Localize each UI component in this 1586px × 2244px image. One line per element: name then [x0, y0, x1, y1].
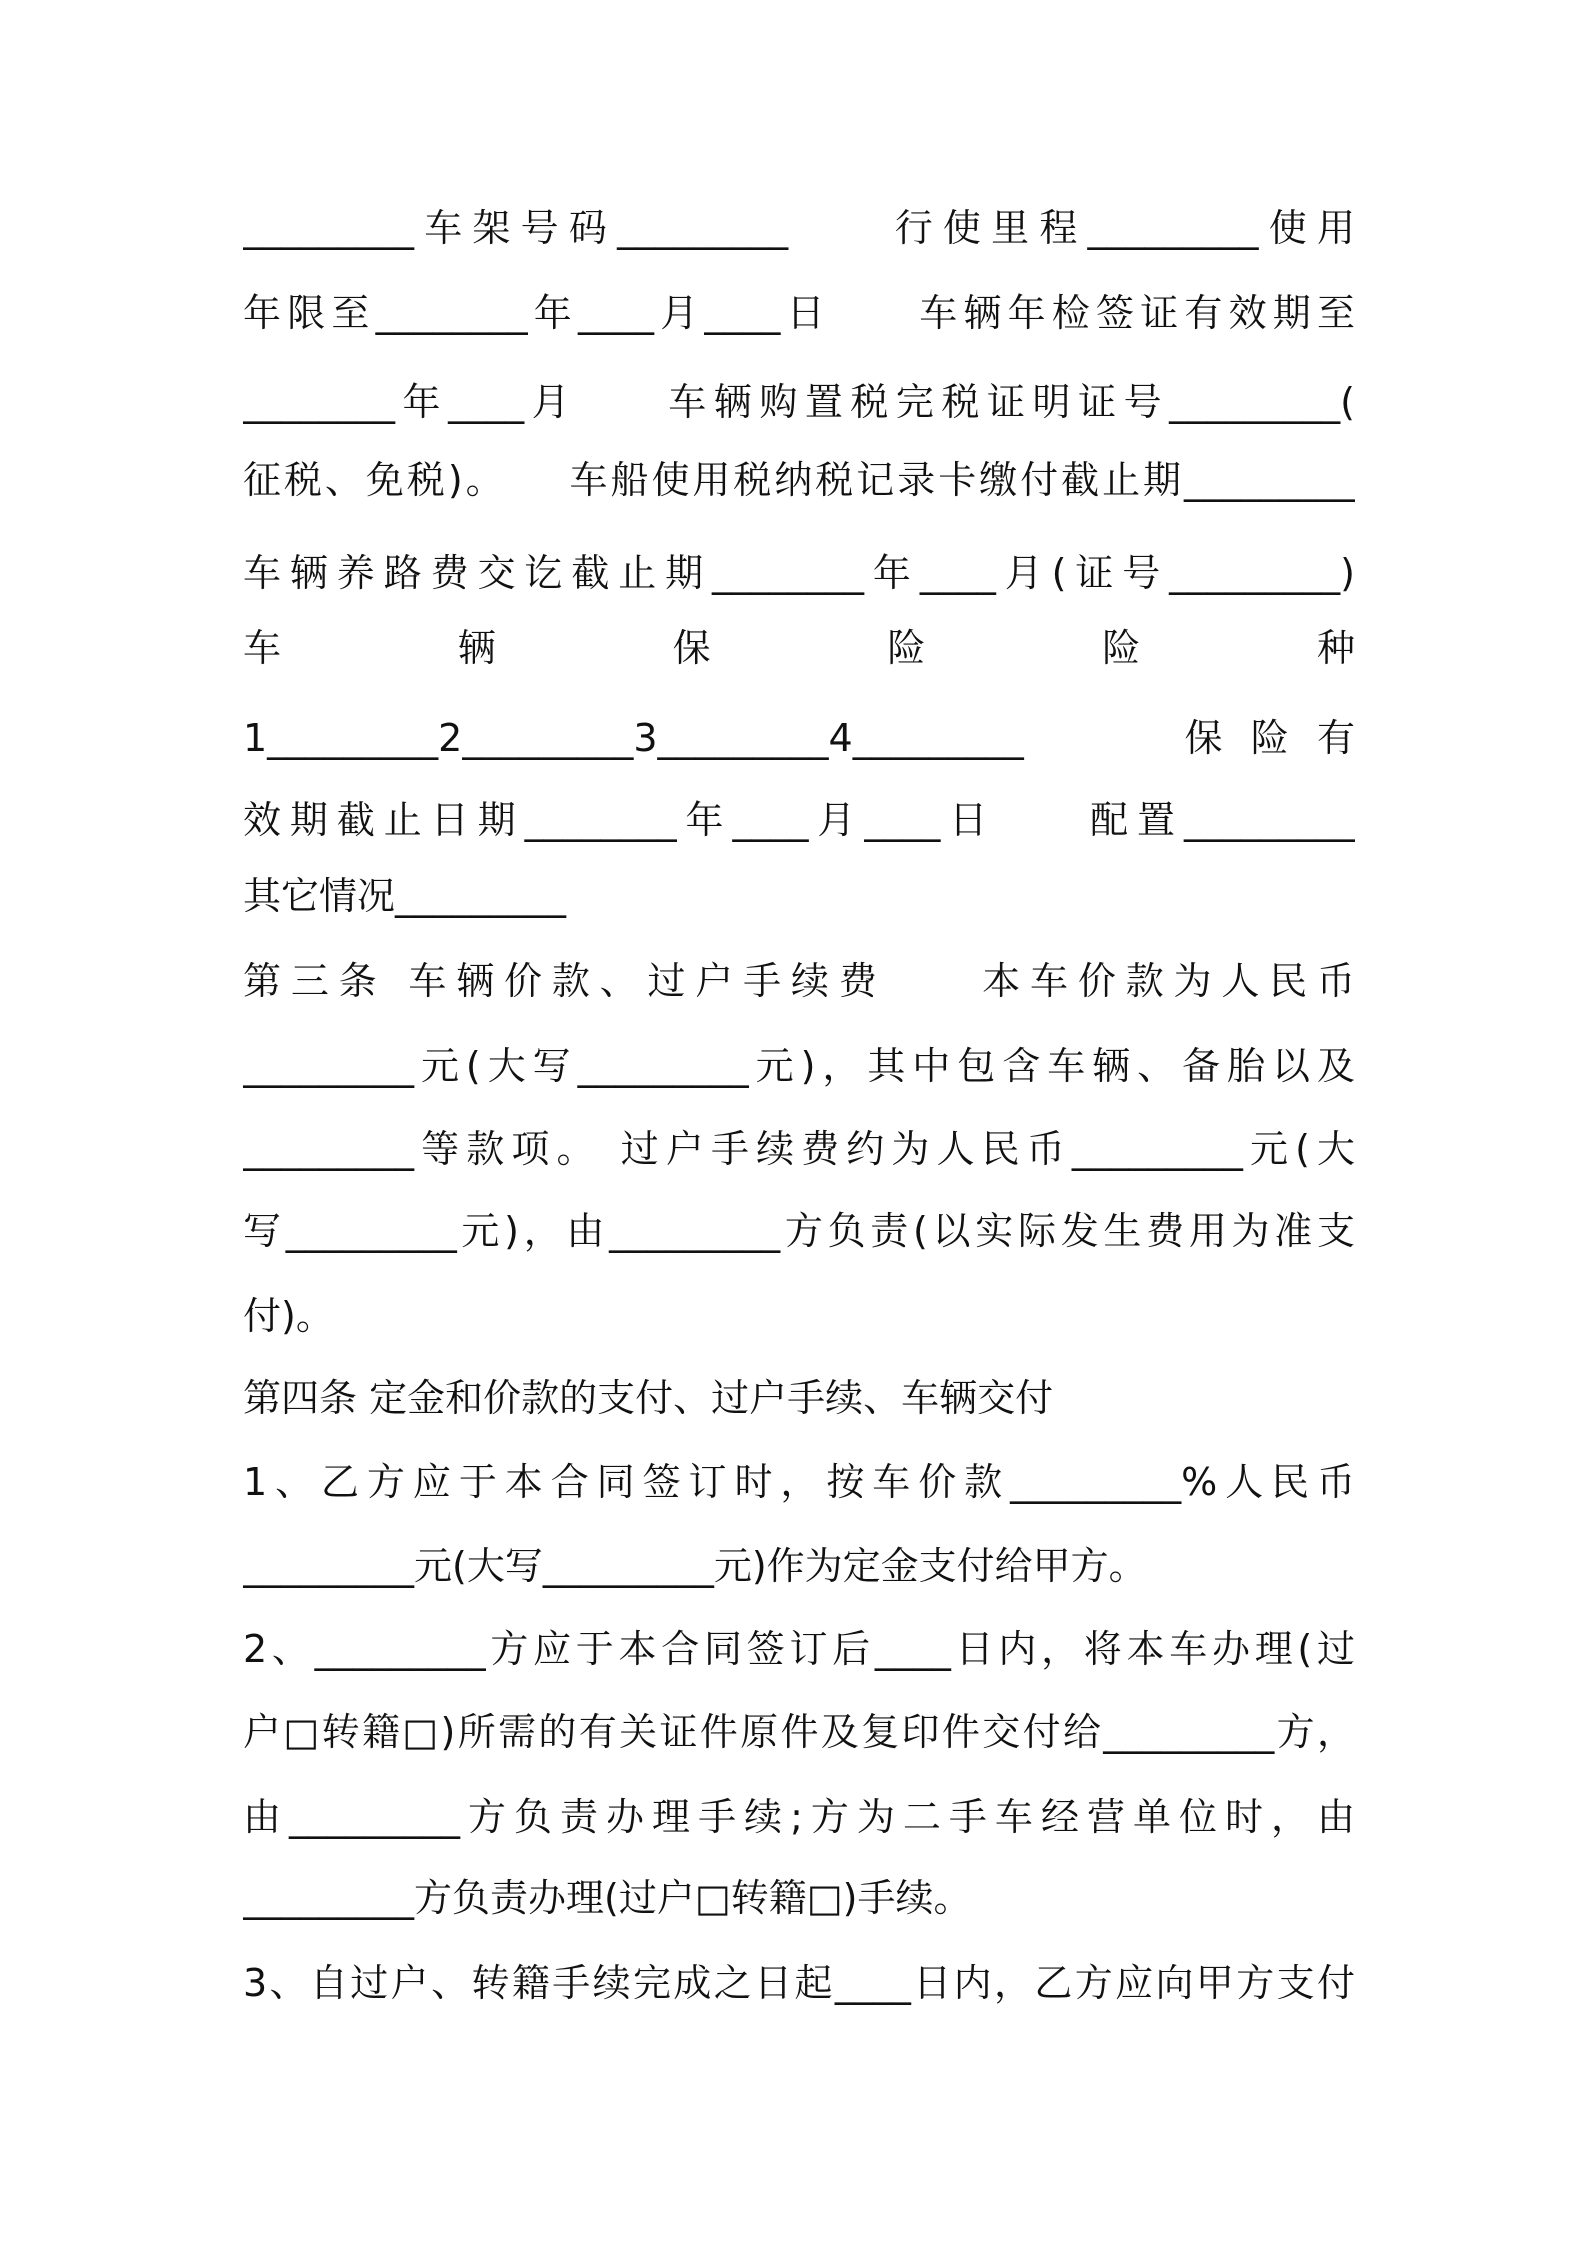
insurance-type-heading: [243, 618, 1355, 678]
text-line-18: 2、_________方应于本合同签订后____日内，将本车办理(过: [243, 1627, 1355, 1671]
text-line-16: 1、乙方应于本合同签订时，按车价款_________%人民币: [243, 1460, 1355, 1504]
text-line-3: ________年____月 车辆购置税完税证明证号_________(: [243, 380, 1355, 424]
text-line-5: 车辆养路费交讫截止期________年____月(证号_________): [243, 551, 1355, 595]
text-line-19: 户□转籍□)所需的有关证件原件及复印件交付给_________方，: [243, 1710, 1355, 1754]
insurance-word: 保: [672, 626, 711, 670]
insurance-word: 种: [1316, 626, 1355, 670]
insurance-word: 车: [243, 626, 282, 670]
text-line-21: _________方负责办理(过户□转籍□)手续。: [243, 1876, 972, 1920]
text-line-20: 由_________方负责办理手续;方为二手车经营单位时，由: [243, 1795, 1355, 1839]
article-three-heading: 第三条 车辆价款、过户手续费 本车价款为人民币: [243, 959, 1355, 1003]
text-line-22: 3、自过户、转籍手续完成之日起____日内，乙方应向甲方支付: [243, 1961, 1355, 2005]
insurance-word: 险: [1102, 626, 1141, 670]
text-line-8: 效期截止日期________年____月____日 配置_________: [243, 798, 1355, 842]
text-line-13: 写_________元)，由_________方负责(以实际发生费用为准支: [243, 1209, 1355, 1253]
text-line-14: 付)。: [243, 1294, 334, 1338]
text-line-9: 其它情况_________: [243, 874, 567, 918]
article-four-heading: 第四条 定金和价款的支付、过户手续、车辆交付: [243, 1376, 1054, 1420]
text-line-1: _________车架号码_________ 行使里程_________使用: [243, 206, 1355, 250]
text-line-11: _________元(大写_________元)，其中包含车辆、备胎以及: [243, 1044, 1355, 1088]
text-line-7: 1_________2_________3_________4_________ 保险有: [243, 716, 1355, 760]
text-line-2: 年限至________年____月____日 车辆年检签证有效期至: [243, 291, 1355, 335]
insurance-word: 险: [887, 626, 926, 670]
text-line-12: _________等款项。 过户手续费约为人民币_________元(大: [243, 1127, 1355, 1171]
text-line-4: 征税、免税)。 车船使用税纳税记录卡缴付截止期_________: [243, 458, 1355, 502]
text-line-17: _________元(大写_________元)作为定金支付给甲方。: [243, 1544, 1147, 1588]
insurance-word: 辆: [457, 626, 496, 670]
